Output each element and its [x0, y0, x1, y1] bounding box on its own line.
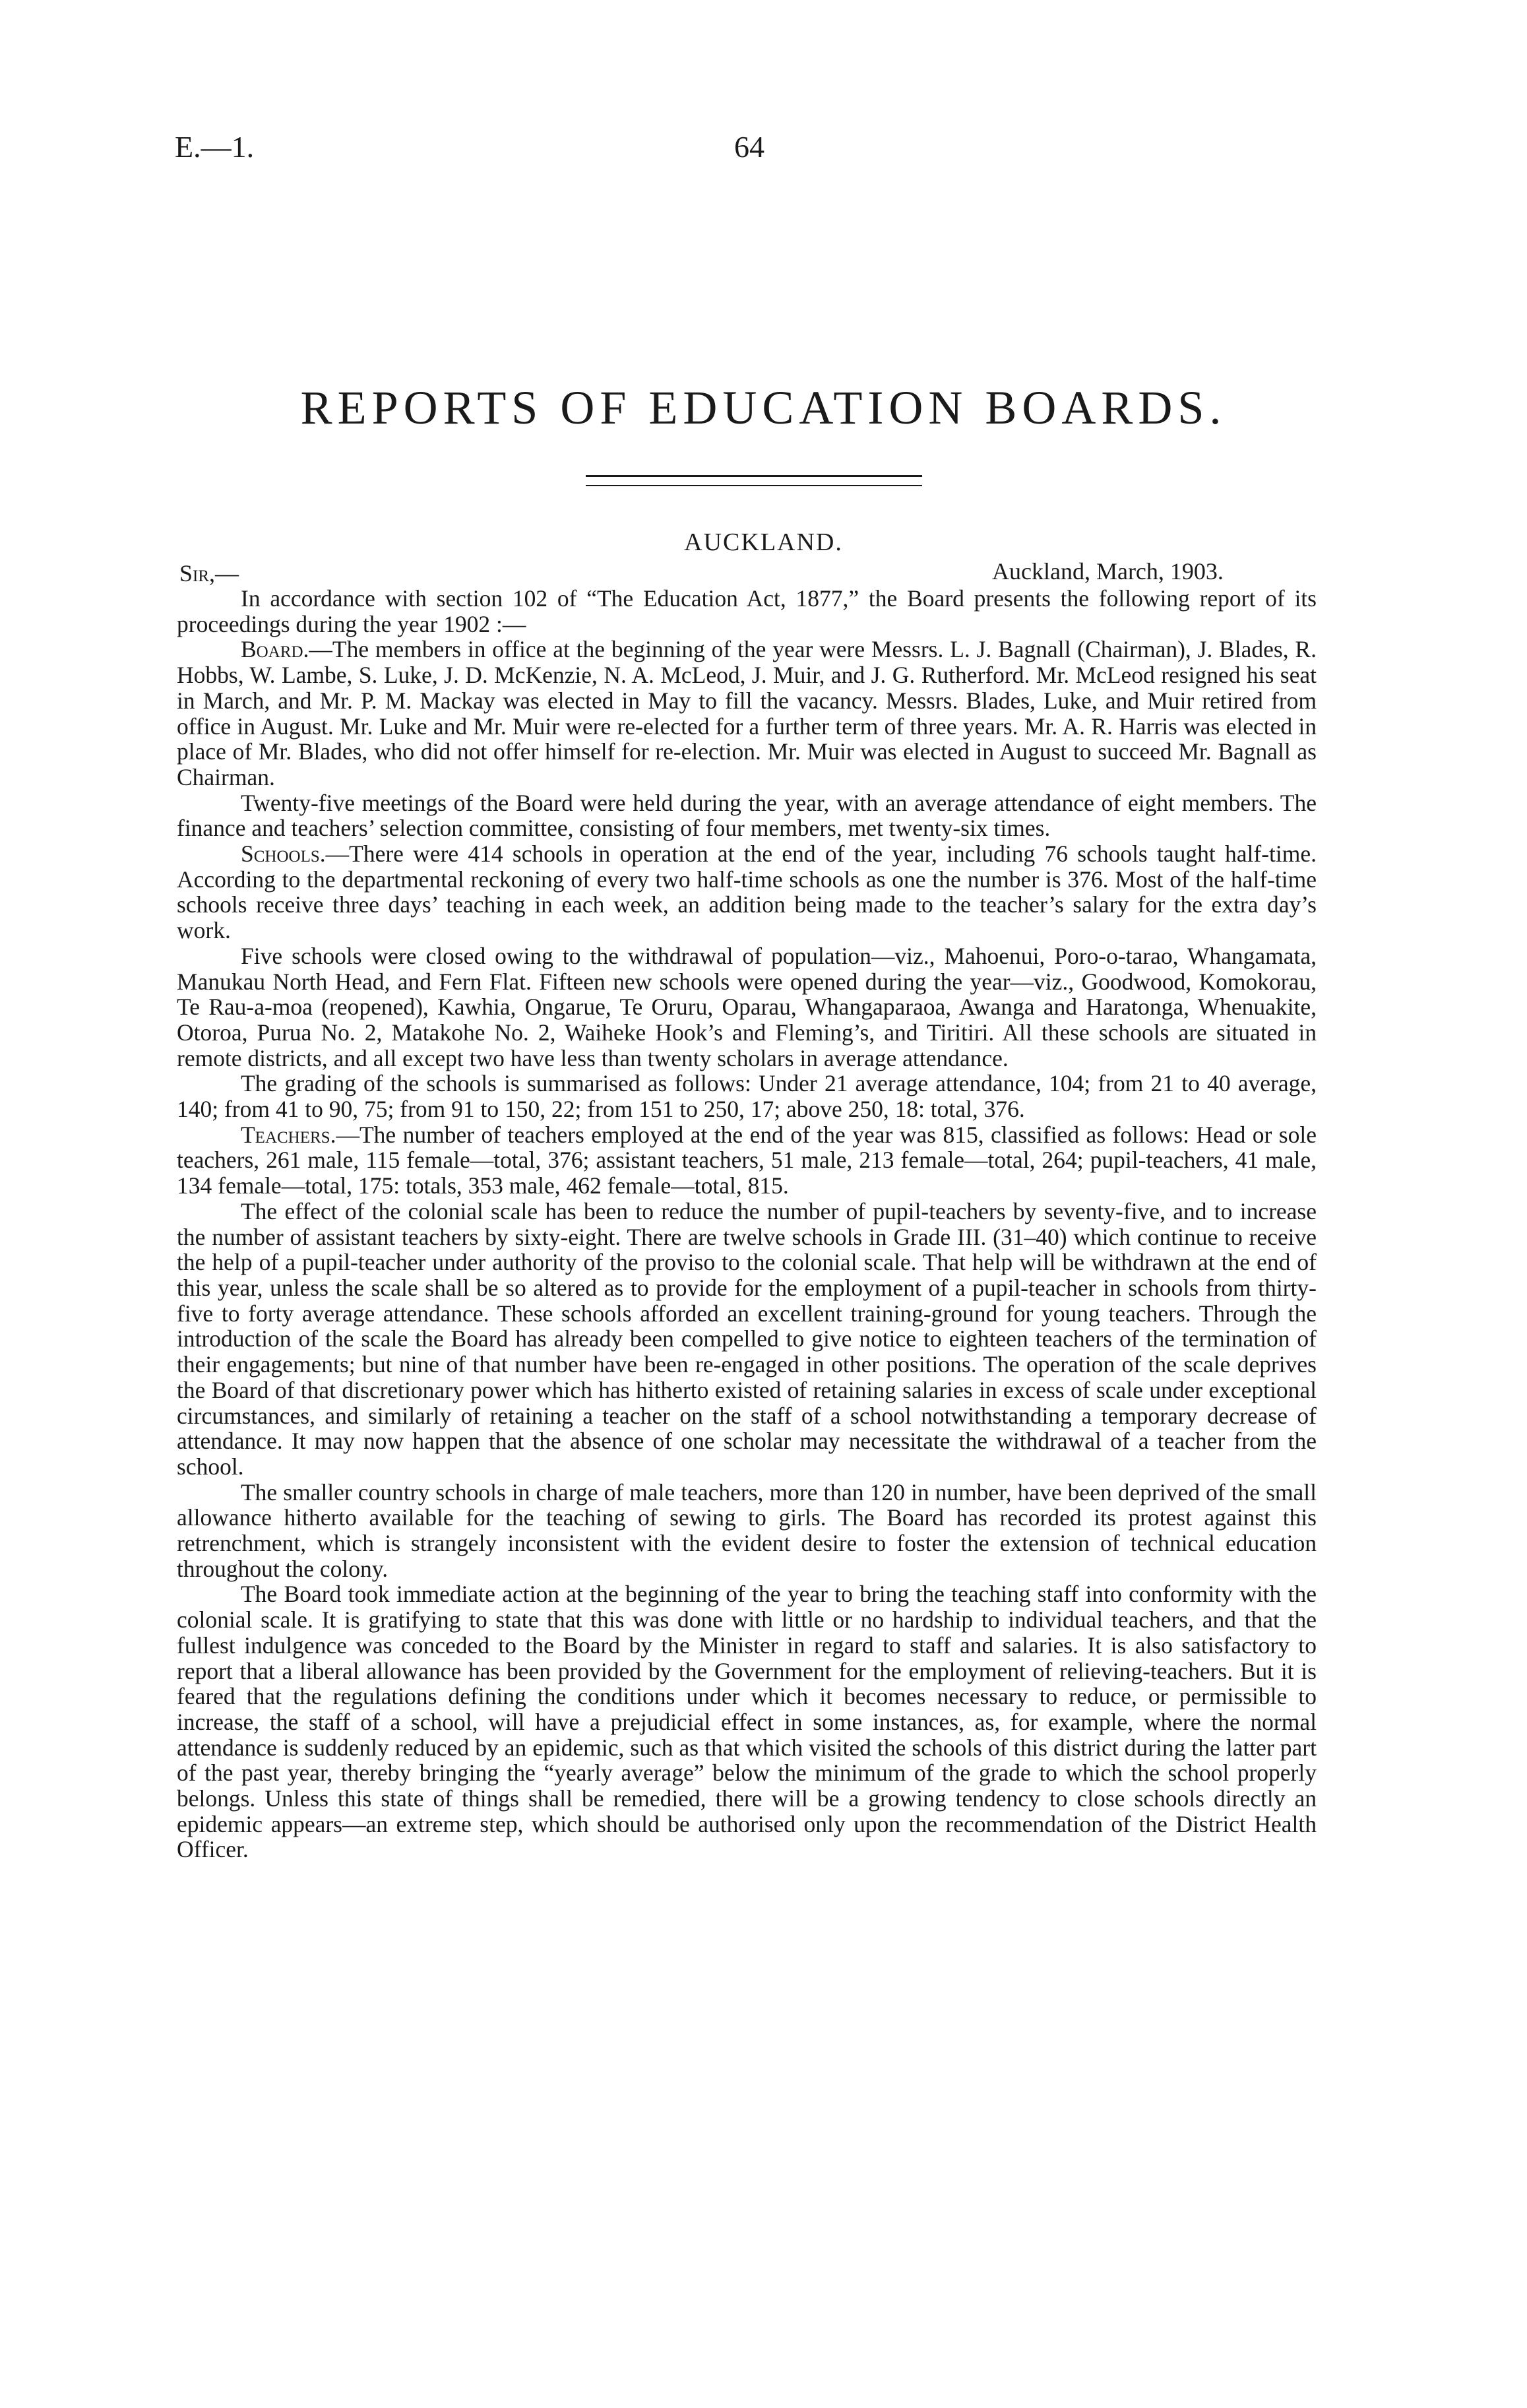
paragraph [177, 586, 1317, 637]
salutation-text: Sir,— [179, 560, 239, 586]
paragraph-lead: Teachers. [241, 1121, 336, 1148]
paragraph-text: The Board took immediate action at the beginning of the year to bring the teaching staff into conformity with the colonial scale. It is gratifying to state that this was done with little or no hardship to individual teachers, and that the fullest indulgence was conceded to the Board by the Minister in regard to staff and salaries. It is also satisfactory to report that a liberal allowance has been provided by the Government for the employment of relieving-teachers. But it is feared that the regulations defining the conditions under which it becomes necessary to reduce, or permissible to increase, the staff of a school, will have a prejudicial effect in some instances, as, for example, where the normal attendance is suddenly reduced by an epidemic, such as that which visited the schools of this district during the latter part of the past year, thereby bringing the “yearly average” below the minimum of the grade to which the school properly belongs. Unless this state of things shall be remedied, there will be a growing tendency to close schools directly an epidemic appears—an extreme step, which should be authorised only upon the recommendation of the District Health Officer. [177, 1581, 1317, 1863]
paragraph-text: —The members in office at the beginning of the year were Messrs. L. J. Bagnall (Chairman), J. Blades, R. Hobbs, W. Lambe, S. Luke, J. D. McKenzie, N. A. McLeod, J. Muir, and J. G. Rutherford. Mr. McLeod resigned his seat in March, and Mr. P. M. Mackay was elected in May to fill the vacancy. Messrs. Blades, Luke, and Muir retired from office in August. Mr. Luke and Mr. Muir were re-elected for a further term of three years. Mr. A. R. Harris was elected in place of Mr. Blades, who did not offer himself for re-election. Mr. Muir was elected in August to succeed Mr. Bagnall as Chairman. [177, 636, 1317, 790]
paragraph [177, 637, 1317, 790]
paragraph [177, 790, 1317, 841]
paragraph [177, 943, 1317, 1071]
document-reference: E.—1. [175, 130, 255, 164]
paragraph-text: —The number of teachers employed at the end of the year was 815, classified as follows: Head or sole teachers, 261 male, 115 female—total, 376; assistant teachers, 51 male, 213 female—total, 264; pupil-teachers, 41 male, 134 female—total, 175: totals, 353 male, 462 female—total, 815. [177, 1121, 1317, 1199]
title-double-rule [586, 475, 922, 486]
paragraph-lead: Schools. [241, 840, 326, 868]
paragraph-text: In accordance with section 102 of “The Education Act, 1877,” the Board presents the following report of its proceedings during the year 1902 :— [177, 585, 1317, 637]
report-body [177, 586, 1317, 1862]
paragraph-text: Five schools were closed owing to the withdrawal of population—viz., Mahoenui, Poro-o-tarao, Whangamata, Manukau North Head, and Fern Flat. Fifteen new schools were opened during the year—viz., Goodwood, Komokorau, Te Rau-a-moa (reopened), Kawhia, Ongarue, Te Oruru, Oparau, Whangaparaoa, Awanga and Haratonga, Whenuakite, Otoroa, Purua No. 2, Matakohe No. 2, Waiheke Hook’s and Fleming’s, and Tiritiri. All these schools are situated in remote districts, and all except two have less than twenty scholars in average attendance. [177, 942, 1317, 1071]
paragraph [177, 1480, 1317, 1582]
paragraph-text: The effect of the colonial scale has been to reduce the number of pupil-teachers by seventy-five, and to increase the number of assistant teachers by sixty-eight. There are twelve schools in Grade III. (31–40) which continue to receive the help of a pupil-teacher under authority of the proviso to the colonial scale. That help will be withdrawn at the end of this year, unless the scale shall be so altered as to provide for the employment of a pupil-teacher in schools from thirty-five to forty average attendance. These schools afforded an excellent training-ground for young teachers. Through the introduction of the scale the Board has already been compelled to give notice to eighteen teachers of the termination of their engagements; but nine of that number have been re-engaged in other positions. The operation of the scale deprives the Board of that discretionary power which has hitherto existed of retaining salaries in excess of scale under exceptional circumstances, and similarly of retaining a teacher on the staff of a school notwithstanding a temporary decrease of attendance. It may now happen that the absence of one scholar may necessitate the withdrawal of a teacher from the school. [177, 1197, 1317, 1480]
section-heading: AUCKLAND. [684, 528, 843, 556]
letter-salutation [179, 561, 239, 585]
paragraph [177, 1122, 1317, 1199]
paragraph-text: —There were 414 schools in operation at the end of the year, including 76 schools taught half-time. According to the departmental reckoning of every two half-time schools as one the number is 376. Most of the half-time schools receive three days’ teaching in each week, an addition being made to the teacher’s salary for the extra day’s work. [177, 840, 1317, 944]
paragraph-text: The smaller country schools in charge of male teachers, more than 120 in number, have been deprived of the small allowance hitherto available for the teaching of sewing to girls. The Board has recorded its protest against this retrenchment, which is strangely inconsistent with the evident desire to foster the extension of technical education throughout the colony. [177, 1478, 1317, 1582]
letter-dateline: Auckland, March, 1903. [992, 558, 1224, 585]
paragraph [177, 1071, 1317, 1122]
paragraph-text: The grading of the schools is summarised as follows: Under 21 average attendance, 104; from 21 to 40 average, 140; from 41 to 90, 75; from 91 to 150, 22; from 151 to 250, 17; above 250, 18: total, 376. [177, 1070, 1317, 1123]
paragraph-lead: Board. [241, 636, 309, 663]
page-title: REPORTS OF EDUCATION BOARDS. [300, 381, 1227, 434]
paragraph-text: Twenty-five meetings of the Board were held during the year, with an average attendance of eight members. The finance and teachers’ selection committee, consisting of four members, met twenty-six times. [177, 789, 1317, 842]
paragraph [177, 1199, 1317, 1480]
paragraph [177, 1581, 1317, 1862]
page-number: 64 [734, 130, 764, 164]
paragraph [177, 841, 1317, 943]
